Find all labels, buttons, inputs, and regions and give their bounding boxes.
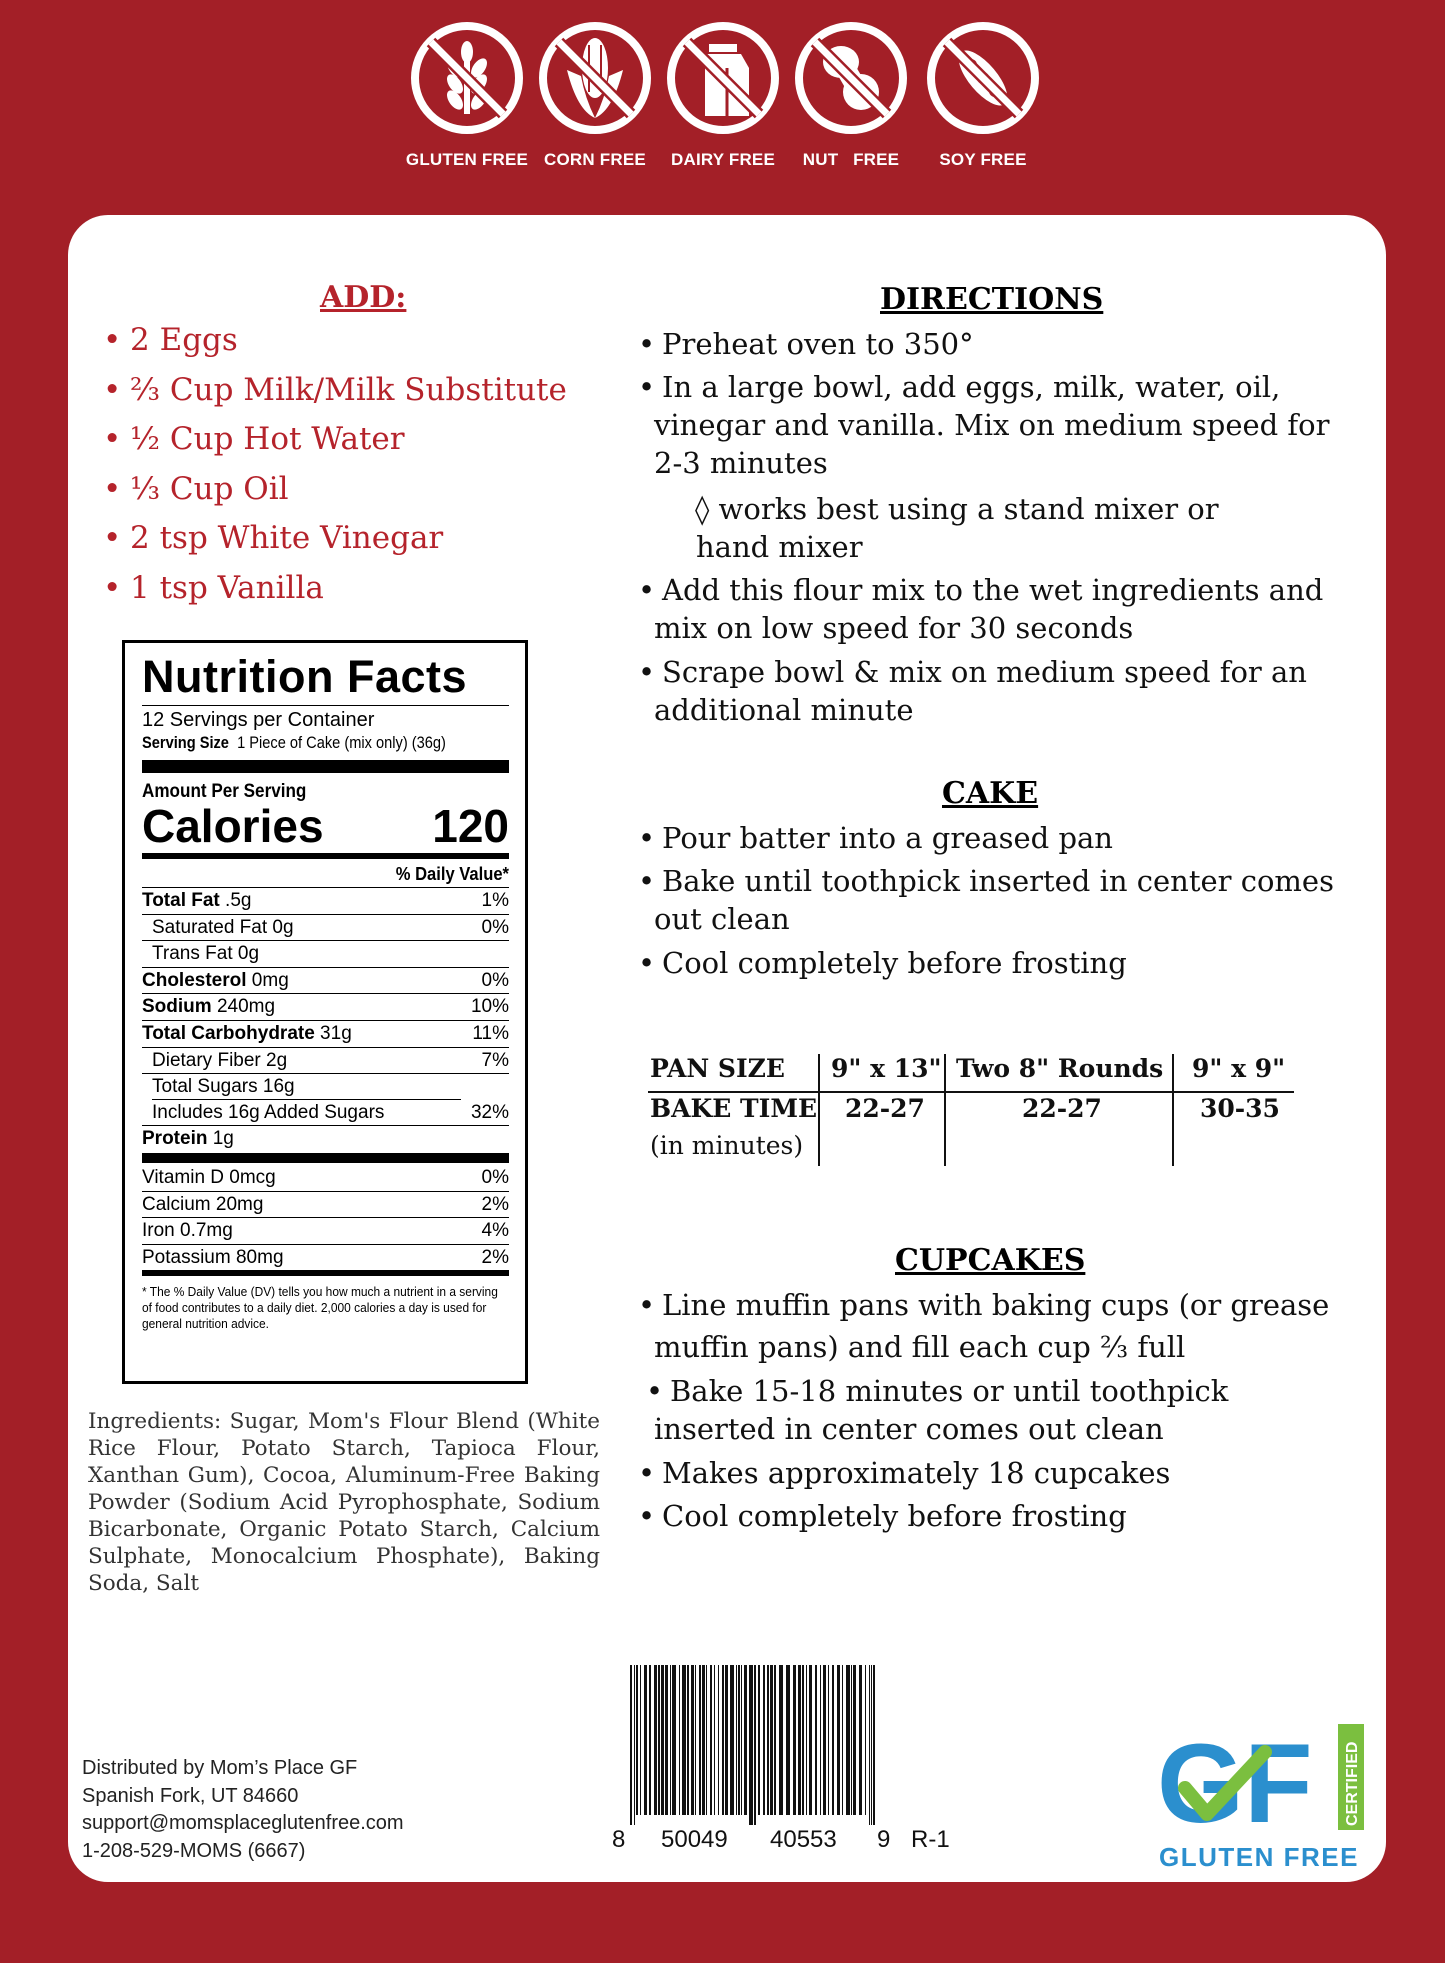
nutrition-title: Nutrition Facts (142, 651, 468, 702)
badge-corn-free (530, 20, 660, 170)
nutrient-row: Total Sugars 16g (142, 1074, 509, 1100)
badge-label: CORN FREE (544, 150, 646, 169)
nutrient-row: Dietary Fiber 2g 7% (142, 1048, 509, 1075)
gf-tagline: GLUTEN FREE (1159, 1842, 1359, 1872)
barcode-bar (661, 1665, 664, 1815)
cupcake-step: • Cool completely before frosting (638, 1499, 1127, 1533)
barcode-bar (702, 1665, 705, 1815)
barcode-bar (763, 1665, 765, 1815)
distributor-email: support@momsplaceglutenfree.com (82, 1812, 404, 1834)
barcode-bar (851, 1665, 852, 1815)
barcode-bar (644, 1665, 647, 1815)
badge-gluten-free (402, 20, 532, 170)
badge-nut-free (786, 20, 916, 170)
barcode-bar (758, 1665, 760, 1815)
barcode-bar (695, 1665, 696, 1815)
badge-soy-free (918, 20, 1048, 170)
table-divider (1172, 1054, 1174, 1166)
list-item: • 2 tsp White Vinegar (103, 520, 444, 556)
bake-time-unit: (in minutes) (650, 1131, 804, 1160)
gf-letters: GF (1157, 1722, 1313, 1846)
barcode-bar (842, 1665, 843, 1815)
add-title: ADD: (320, 280, 407, 315)
vitamin-row: Iron 0.7mg 4% (142, 1218, 509, 1245)
cake-title: CAKE (942, 776, 1039, 811)
list-item: • ⅓ Cup Oil (103, 470, 289, 507)
barcode-bar (741, 1665, 742, 1815)
cupcakes-title: CUPCAKES (895, 1243, 1086, 1278)
barcode-bar (670, 1665, 671, 1815)
pan-size-header: PAN SIZE (650, 1054, 785, 1083)
vitamin-row: Vitamin D 0mcg 0% (142, 1165, 509, 1192)
table-divider (818, 1054, 820, 1166)
barcode-bar (815, 1665, 817, 1815)
calories-row: Calories 120 (142, 800, 509, 852)
direction-step: • Scrape bowl & mix on medium speed for an additional minute (638, 655, 1307, 727)
barcode-bar (820, 1665, 821, 1815)
barcode-bar (828, 1665, 829, 1815)
barcode-bar (630, 1665, 632, 1825)
distributor-info (82, 1755, 404, 1865)
barcode-digits: 50049 (661, 1826, 728, 1853)
badge-label: GLUTEN FREE (405, 150, 529, 169)
bake-time-value: 22-27 (845, 1094, 925, 1123)
barcode-digit: 8 (612, 1826, 626, 1853)
barcode-bar (736, 1665, 737, 1815)
add-list (103, 322, 567, 619)
milk-carton-icon (665, 20, 781, 136)
barcode-bar (699, 1665, 701, 1815)
badge-label: SOY FREE (939, 150, 1027, 169)
barcode-bar (718, 1665, 719, 1815)
nutrient-row: Trans Fat 0g (142, 941, 509, 968)
barcode-bar (837, 1665, 840, 1815)
barcode-bar (809, 1665, 812, 1815)
pan-header: Two 8" Rounds (956, 1054, 1164, 1083)
nutrient-row: Cholesterol 0mg 0% (142, 968, 509, 995)
cupcake-step: • Makes approximately 18 cupcakes (638, 1456, 1171, 1490)
direction-step: • In a large bowl, add eggs, milk, water, oil, vinegar and vanilla. Mix on medium speed for 2-3 minutes (638, 370, 1330, 480)
gf-certified-logo (1155, 1722, 1365, 1872)
nutrient-row: Sodium 240mg 10% (142, 994, 509, 1021)
barcode (630, 1665, 875, 1825)
barcode-bar (865, 1665, 866, 1815)
barcode-bar (798, 1665, 801, 1815)
barcode-bar (786, 1665, 790, 1815)
barcode-digits: 40553 (770, 1826, 837, 1853)
table-divider (944, 1054, 946, 1166)
cupcake-step: • Line muffin pans with baking cups (or grease muffin pans) and fill each cup ⅔ full (638, 1288, 1330, 1364)
barcode-bar (658, 1665, 660, 1815)
barcode-digit: 9 (877, 1826, 891, 1853)
nutrient-row: Total Fat .5g 1% (142, 888, 509, 915)
bake-time-label: BAKE TIME (650, 1094, 818, 1123)
directions-title: DIRECTIONS (880, 282, 1104, 317)
nutrition-footnote: * The % Daily Value (DV) tells you how much a nutrient in a serving of food contributes to a daily diet. 2,000 calories a day is used for general nutrition advice. (142, 1284, 498, 1332)
barcode-bar (793, 1665, 796, 1815)
distributor-address: Spanish Fork, UT 84660 (82, 1784, 299, 1807)
barcode-bar (871, 1665, 872, 1825)
barcode-bar (679, 1665, 680, 1815)
barcode-bar (687, 1665, 689, 1815)
cake-step: • Cool completely before frosting (638, 946, 1127, 980)
servings-per-container: 12 Servings per Container (142, 709, 375, 731)
vitamin-row: Potassium 80mg 2% (142, 1245, 509, 1272)
nutrient-row: Includes 16g Added Sugars 32% (142, 1100, 509, 1127)
barcode-bar (722, 1665, 724, 1815)
serving-size: Serving Size 1 Piece of Cake (mix only) (36g) (142, 733, 446, 752)
barcode-bar (634, 1665, 635, 1825)
barcode-bar (744, 1665, 747, 1815)
barcode-bar (823, 1665, 826, 1815)
revision-code: R-1 (911, 1826, 950, 1853)
barcode-bar (738, 1665, 740, 1815)
badge-label: DAIRY FREE (670, 150, 776, 169)
barcode-bar (767, 1665, 769, 1815)
cupcake-step: • Bake 15-18 minutes or until toothpick inserted in center comes out clean (646, 1374, 1229, 1446)
nutrition-facts-panel (122, 640, 528, 1384)
barcode-bar (691, 1665, 694, 1815)
barcode-bar (706, 1665, 707, 1815)
barcode-bar (770, 1665, 773, 1815)
list-item: • ½ Cup Hot Water (103, 421, 405, 457)
barcode-bar (779, 1665, 783, 1815)
distributor-phone: 1-208-529-MOMS (6667) (82, 1839, 306, 1862)
nutrient-row: Protein 1g (142, 1128, 234, 1150)
direction-note: ◊ works best using a stand mixer or hand mixer (695, 492, 1219, 564)
badge-dairy-free (658, 20, 788, 170)
barcode-bar (774, 1665, 776, 1815)
list-item: • ⅔ Cup Milk/Milk Substitute (103, 371, 567, 408)
list-item: • 1 tsp Vanilla (103, 569, 324, 606)
certified-label: CERTIFIED (1344, 1741, 1361, 1826)
barcode-bar (654, 1665, 657, 1815)
barcode-bar (853, 1665, 856, 1815)
barcode-bar (649, 1665, 651, 1815)
vitamin-row: Calcium 20mg 2% (142, 1192, 509, 1219)
pan-header: 9" x 13" (831, 1054, 942, 1083)
barcode-bar (859, 1665, 862, 1815)
table-rule (648, 1091, 1294, 1093)
barcode-bar (640, 1665, 641, 1815)
direction-step: • Preheat oven to 350° (638, 327, 974, 361)
barcode-bar (725, 1665, 728, 1815)
bake-time-value: 30-35 (1200, 1094, 1280, 1123)
barcode-bar (636, 1665, 638, 1815)
corn-icon (537, 20, 653, 136)
barcode-bar (672, 1665, 676, 1815)
daily-value-header: % Daily Value* (395, 864, 509, 884)
soybean-icon (925, 20, 1041, 136)
list-item: • 2 Eggs (103, 322, 238, 358)
cake-step: • Bake until toothpick inserted in center comes out clean (638, 864, 1334, 936)
ingredients-text: Ingredients: Sugar, Mom's Flour Blend (White Rice Flour, Potato Starch, Tapioca Flour, Xanthan Gum), Cocoa, Aluminum-Free Baking Powder (Sodium Acid Pyrophosphate, Sodium Bicarbonate, Organic Potato Starch, Calcium Sulphate, Monocalcium Phosphate), Baking Soda, Salt (88, 1409, 600, 1596)
barcode-bar (754, 1665, 756, 1825)
barcode-bar (806, 1665, 807, 1815)
barcode-bar (682, 1665, 686, 1815)
pan-header: 9" x 9" (1192, 1054, 1286, 1083)
barcode-bar (873, 1665, 875, 1825)
barcode-bar (665, 1665, 668, 1815)
barcode-bar (869, 1665, 870, 1825)
barcode-bar (710, 1665, 712, 1815)
distributor-name: Distributed by Mom’s Place GF (82, 1757, 358, 1779)
barcode-bar (832, 1665, 834, 1815)
barcode-bar (749, 1665, 753, 1825)
barcode-bar (802, 1665, 804, 1815)
allergen-badges (0, 20, 1445, 180)
cake-step: • Pour batter into a greased pan (638, 821, 1113, 855)
peanut-icon (793, 20, 909, 136)
badge-label: NUT FREE (802, 150, 900, 169)
nutrient-row: Total Carbohydrate 31g 11% (142, 1021, 509, 1048)
bake-time-value: 22-27 (1022, 1094, 1102, 1123)
wheat-icon (409, 20, 525, 136)
nutrient-row: Saturated Fat 0g 0% (142, 915, 509, 942)
amount-per-serving: Amount Per Serving (142, 781, 307, 802)
direction-step: • Add this flour mix to the wet ingredients and mix on low speed for 30 seconds (638, 573, 1324, 645)
barcode-bar (714, 1665, 715, 1815)
barcode-bar (730, 1665, 734, 1815)
barcode-bar (846, 1665, 850, 1815)
